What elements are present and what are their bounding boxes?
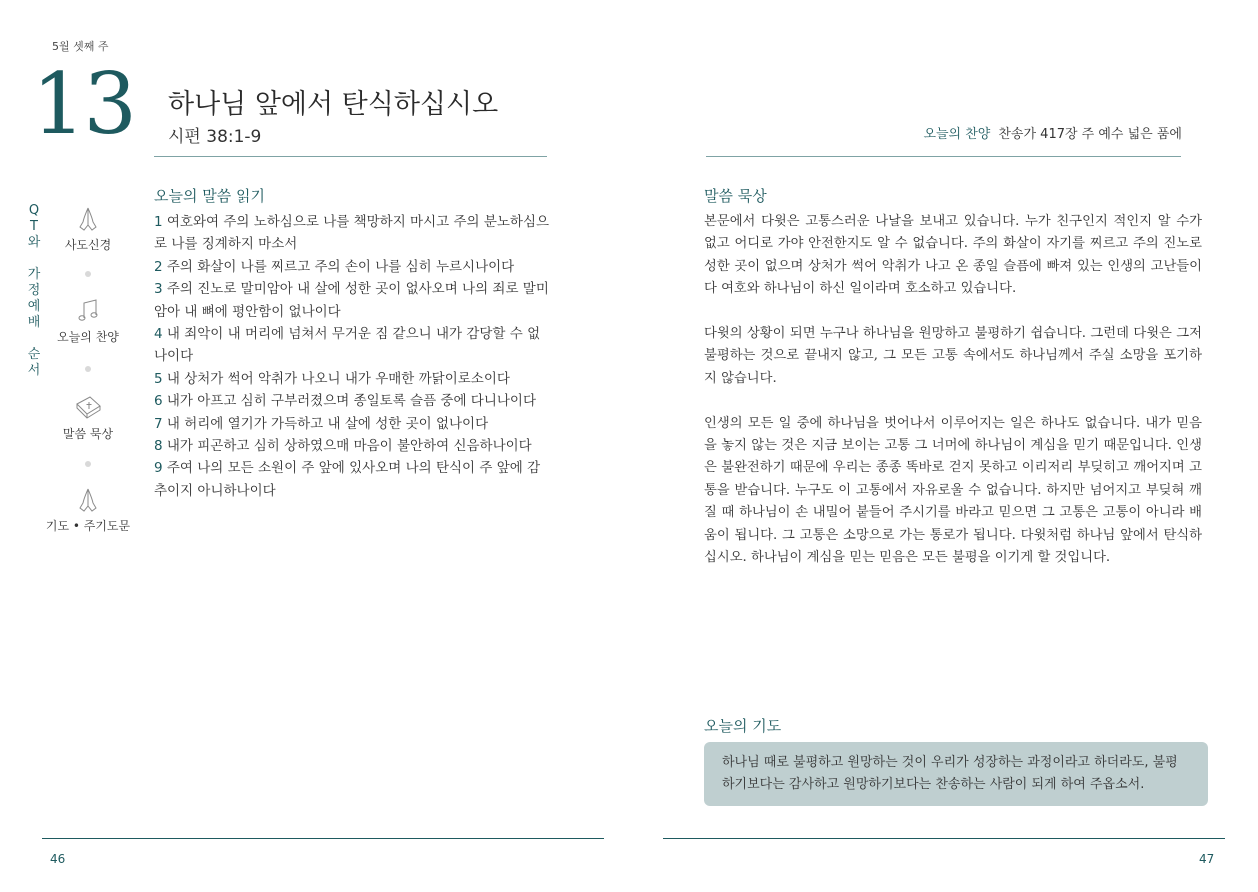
scripture-reference: 시편 38:1-9 bbox=[168, 127, 262, 147]
meditation-heading: 말씀 묵상 bbox=[704, 187, 767, 205]
prayer-box: 하나님 때로 불평하고 원망하는 것이 우리가 성장하는 과정이라고 하더라도, 불평하기보다는 감사하고 원망하기보다는 찬송하는 사람이 되게 하여 주옵소서. bbox=[704, 742, 1208, 806]
sidebar-item-praise[interactable] bbox=[38, 297, 138, 345]
footer-divider-left bbox=[42, 838, 604, 839]
verse: 4 내 죄악이 내 머리에 넘쳐서 무거운 짐 같으니 내가 감당할 수 없나이다 bbox=[154, 326, 541, 365]
footer-divider-right bbox=[663, 838, 1225, 839]
sidebar-item-label: 오늘의 찬양 bbox=[57, 330, 119, 344]
verse: 5 내 상처가 썩어 악취가 나오니 내가 우매한 까닭이로소이다 bbox=[154, 370, 510, 387]
praise-divider bbox=[706, 156, 1181, 157]
praying-hands-icon bbox=[74, 205, 102, 233]
sidebar-dot bbox=[85, 461, 91, 467]
week-label: 5월 셋째 주 bbox=[52, 40, 109, 53]
meditation-paragraph: 인생의 모든 일 중에 하나님을 벗어나서 이루어지는 일은 하나도 없습니다. 내가 믿음을 놓지 않는 것은 지금 보이는 고통 그 너머에 하나님이 계심을 믿기 때문입니다. 인생은 불완전하기 때문에 우리는 종종 똑바로 걷지 못하고 이리저리 부딪히고 깨어지며 고통을 받습니다. 누구도 이 고통에서 자유로울 수 없습니다. 하지만 넘어지고 부딪혀 깨질 때 하나님이 손 내밀어 붙들어 주시기를 바라고 믿으면 그 고통은 고통이 아니라 배움이 됩니다. 그 고통은 소망으로 가는 통로가 됩니다. 다윗처럼 하나님 앞에서 탄식하십시오. 하나님이 계심을 믿는 믿음은 모든 불평을 이기게 할 것입니다. bbox=[704, 415, 1202, 566]
title-divider bbox=[154, 156, 547, 157]
verse: 7 내 허리에 열기가 가득하고 내 살에 성한 곳이 없나이다 bbox=[154, 415, 489, 432]
verse: 8 내가 피곤하고 심히 상하였으매 마음이 불안하여 신음하나이다 bbox=[154, 438, 532, 455]
day-number: 13 bbox=[32, 55, 135, 153]
sidebar-item-label: 기도 • 주기도문 bbox=[45, 519, 131, 533]
sidebar-item-label: 사도신경 bbox=[64, 238, 112, 252]
today-praise bbox=[923, 123, 1182, 142]
meditation-paragraph: 다윗의 상황이 되면 누구나 하나님을 원망하고 불평하기 쉽습니다. 그런데 다윗은 그저 불평하는 것으로 끝내지 않고, 그 모든 고통 속에서도 하나님께서 주실 소망을 포기하지 않습니다. bbox=[704, 326, 1202, 386]
scripture-reading bbox=[154, 211, 552, 502]
verse: 9 주여 나의 모든 소원이 주 앞에 있사오며 나의 탄식이 주 앞에 감추이지 아니하나이다 bbox=[154, 460, 541, 499]
verse: 1 여호와여 주의 노하심으로 나를 책망하지 마시고 주의 분노하심으로 나를 징계하지 마소서 bbox=[154, 214, 550, 253]
sidebar-item-creed[interactable] bbox=[38, 205, 138, 253]
page-number-left: 46 bbox=[50, 852, 66, 866]
meditation-paragraph: 본문에서 다윗은 고통스러운 나날을 보내고 있습니다. 누가 친구인지 적인지 알 수가 없고 어디로 가야 안전한지도 알 수 없습니다. 주의 화살이 자기를 찌르고 주의 진노로 성한 곳이 없으며 상처가 썩어 악취가 나고 온 종일 슬픔에 빠져 있는 인생의 고난들이 다 여호와 하나님이 하신 일이라며 호소하고 있습니다. bbox=[704, 214, 1202, 297]
praise-song: 찬송가 417장 주 예수 넓은 품에 bbox=[998, 127, 1182, 142]
reading-heading: 오늘의 말씀 읽기 bbox=[154, 187, 265, 205]
page-number-right: 47 bbox=[1199, 852, 1215, 866]
meditation-body bbox=[704, 211, 1202, 592]
page-title: 하나님 앞에서 탄식하십시오 bbox=[168, 89, 499, 120]
praying-hands-icon bbox=[74, 486, 102, 514]
music-note-icon bbox=[75, 297, 101, 325]
sidebar-item-prayer[interactable] bbox=[38, 486, 138, 534]
sidebar-dot bbox=[85, 271, 91, 277]
sidebar-item-meditation[interactable] bbox=[38, 392, 138, 442]
prayer-heading: 오늘의 기도 bbox=[704, 717, 782, 735]
sidebar-dot bbox=[85, 366, 91, 372]
sidebar-vertical-label: Q T 와 가 정 예 배 순 서 bbox=[27, 203, 41, 378]
verse: 6 내가 아프고 심히 구부러졌으며 종일토록 슬픔 중에 다니나이다 bbox=[154, 393, 536, 410]
verse: 2 주의 화살이 나를 찌르고 주의 손이 나를 심히 누르시나이다 bbox=[154, 258, 515, 275]
bible-book-icon bbox=[73, 392, 103, 422]
praise-label: 오늘의 찬양 bbox=[923, 127, 991, 142]
sidebar-item-label: 말씀 묵상 bbox=[62, 427, 114, 441]
verse: 3 주의 진노로 말미암아 내 살에 성한 곳이 없사오며 나의 죄로 말미암아 내 뼈에 평안함이 없나이다 bbox=[154, 281, 549, 320]
